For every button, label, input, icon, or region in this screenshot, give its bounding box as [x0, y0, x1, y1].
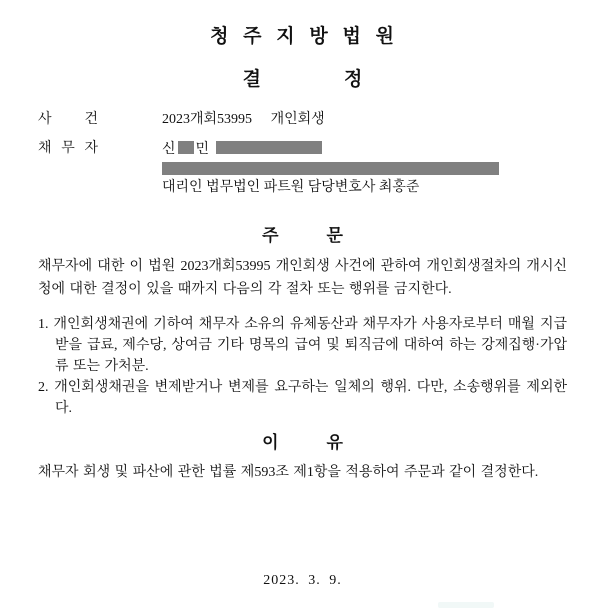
court-name-title: 청 주 지 방 법 원: [210, 26, 395, 47]
document-type-heading: [38, 69, 567, 91]
order-item-2-text: 개인회생채권을 변제받거나 변제를 요구하는 일체의 행위. 다만, 소송행위를 제외한다.: [54, 380, 567, 416]
debtor-row: [38, 141, 567, 157]
reason-heading-char-left: 이: [262, 433, 279, 452]
doc-type-char-left: 결: [242, 69, 261, 90]
case-label: [38, 112, 98, 128]
order-item-1-number: 1.: [38, 317, 49, 332]
reason-section-heading: [38, 432, 567, 454]
decision-date: 2023. 3. 9.: [263, 573, 342, 588]
order-item-2-number: 2.: [38, 380, 49, 395]
debtor-name-prefix: 신: [162, 142, 176, 157]
debtor-label: [38, 141, 98, 157]
redaction-box-full-line: [162, 162, 499, 175]
redaction-box-line1: [216, 141, 322, 154]
order-item-2: [38, 377, 567, 419]
order-heading-char-left: 주: [262, 226, 279, 245]
stamp-fragment: [438, 602, 494, 608]
order-item-1-text: 개인회생채권에 기하여 채무자 소유의 유체동산과 채무자가 사용자로부터 매월 지급받을 급료, 제수당, 상여금 기타 명목의 급여 및 퇴직금에 대하여 하는 강제집행·가압류 또는 가처분.: [53, 317, 568, 374]
case-type: 개인회생: [270, 112, 325, 127]
debtor-name-suffix: 민: [195, 142, 210, 157]
debtor-label-char: 무: [61, 141, 75, 156]
case-label-char: 건: [84, 112, 98, 127]
debtor-name: [162, 142, 322, 157]
reason-heading-char-right: 유: [326, 433, 343, 452]
doc-type-char-right: 정: [344, 69, 363, 90]
reason-paragraph: 채무자 회생 및 파산에 관한 법률 제593조 제1항을 적용하여 주문과 같이 결정한다.: [38, 465, 539, 480]
case-label-char: 사: [38, 112, 52, 127]
redaction-row: [162, 162, 567, 175]
redaction-box-name-char: [178, 141, 194, 154]
order-section-heading: [38, 225, 567, 247]
order-item-list: [38, 314, 567, 419]
case-number-row: [38, 112, 567, 128]
case-number: 2023개회53995: [162, 112, 253, 127]
representative-line: 대리인 법무법인 파트원 담당변호사 최홍준: [162, 180, 420, 195]
debtor-label-char: 자: [84, 141, 98, 156]
debtor-label-char: 채: [38, 141, 52, 156]
order-heading-char-right: 문: [326, 226, 343, 245]
case-number-value: [162, 112, 325, 127]
order-item-1: [38, 314, 567, 377]
order-intro-paragraph: 채무자에 대한 이 법원 2023개회53995 개인회생 사건에 관하여 개인회생절차의 개시신청에 대한 결정이 있을 때까지 다음의 각 절차 또는 행위를 금지한다.: [38, 259, 567, 297]
